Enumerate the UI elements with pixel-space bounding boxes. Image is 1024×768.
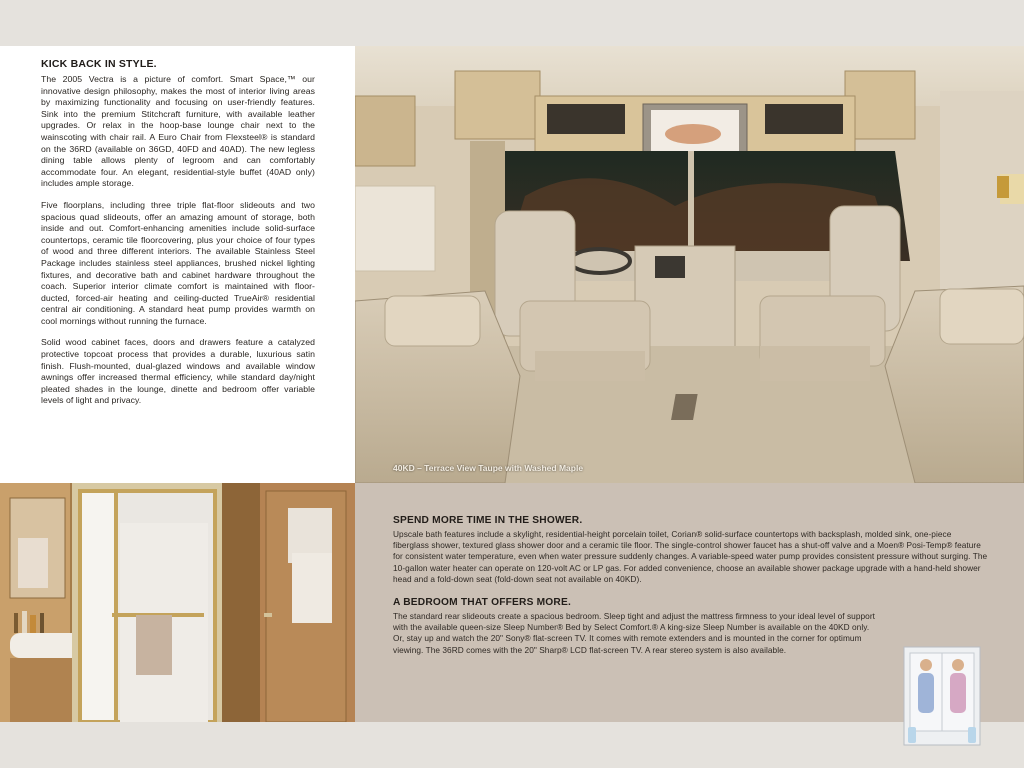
shower-section <box>393 515 988 585</box>
bedroom-heading: A BEDROOM THAT OFFERS MORE. <box>393 597 572 609</box>
sleep-number-bed-image <box>902 645 982 747</box>
intro-text-column <box>0 46 355 483</box>
bedroom-body: The standard rear slideouts create a spacious bedroom. Sleep tight and adjust the mattress firmness to your ideal level of support with the available queen-size Sleep Number® Bed by Select Comfort.® A king-size Sleep Number is available on the 40KD only. Or, stay up and watch the 20" Sony® flat-screen TV. It comes with remote extenders and is mounted in the corner for optimum viewing. The 36RD comes with the 20" Sharp® LCD flat-screen TV. A rear stereo system is also available. <box>393 611 875 655</box>
intro-paragraph: Five floorplans, including three triple flat-floor slideouts and two spacious quad slideouts, offer an amazing amount of storage, both inside and out. Comfort-enhancing amenities include solid-surface countertops, ceramic tile floorcovering, plus your choice of four types of wood and three different interiors. The available Stainless Steel Package includes stainless steel appliances, brushed nickel lighting fixtures, and decorative bath and cabinet hardware throughout the coach. Superior interior climate comfort is maintained with floor-ducted, forced-air heating and ceiling-ducted TrueAir® residential central air conditioning. A standard heat pump provides warmth on cool mornings without running the furnace. <box>41 199 315 326</box>
bath-illustration <box>0 483 355 722</box>
intro-heading: KICK BACK IN STYLE. <box>41 58 157 70</box>
brochure-page <box>0 46 1024 722</box>
bedroom-section <box>393 597 877 656</box>
living-area-photo <box>355 46 1024 483</box>
living-area-illustration <box>355 46 1024 483</box>
living-photo-caption: 40KD – Terrace View Taupe with Washed Maple <box>393 463 584 473</box>
lower-text-panel <box>355 483 1024 722</box>
shower-heading: SPEND MORE TIME IN THE SHOWER. <box>393 515 583 526</box>
bath-photo <box>0 483 355 722</box>
intro-paragraph: Solid wood cabinet faces, doors and drawers feature a catalyzed protective topcoat process that provides a durable, luxurious satin finish. Flush-mounted, dual-glazed windows and available window awnings offer increased thermal efficiency, while standard day/night pleated shades in the lounge, dinette and bedroom offer variable levels of light and privacy. <box>41 337 315 406</box>
intro-paragraph: The 2005 Vectra is a picture of comfort. Smart Space,™ our innovative design philosophy, makes the most of interior living areas by maximizing functionality and focusing on user-friendly features. Sink into the premium Stitchcraft furniture, with available leather upgrades. Or relax in the hoop-base lounge chair next to the wainscoting with chair rail. A Euro Chair from Flexsteel® is standard on the 36RD (available on 36GD, 40FD and 40AD). The new legless dining table allows plenty of legroom and can comfortably accommodate four. An elegant, residential-style buffet (40AD only) includes ample storage. <box>41 74 315 189</box>
shower-body: Upscale bath features include a skylight, residential-height porcelain toilet, Corian® solid-surface countertops with backsplash, molded sink, one-piece fiberglass shower, textured glass shower door and a ceramic tile floor. The single-control shower faucet has a shut-off valve and a Moen® Posi-Temp® feature for consistent water temperature, even when water pressure suddenly changes. A variable-speed water pump provides consistent pressure without surging. The 10-gallon water heater can operate on 120-volt AC or LP gas. For added convenience, choose an available shower package upgrade with a hand-held shower head and a fold-down seat (fold-down seat not available on 40KD). <box>393 529 988 584</box>
